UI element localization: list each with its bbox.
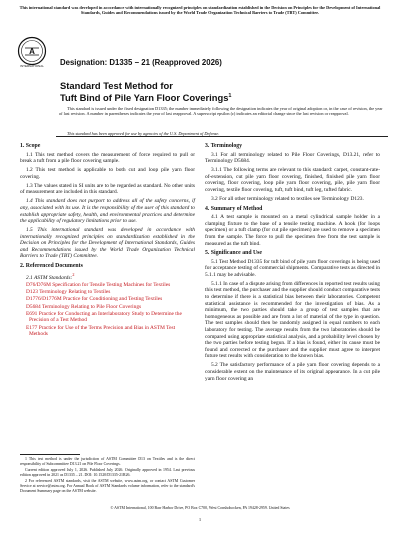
para-4-1: 4.1 A test sample is mounted on a metal cylindrical sample holder in a clamping fixture to the base of a tensile testing machine. A hook (for loops specimen) or a tuft clamp (for cut pile specimen) are used to remove a specimen from the sample. The force to pull the specimen free from the test sample is measured as the tuft bind.: [205, 214, 380, 247]
reference-item[interactable]: E691 Practice for Conducting an Interlaboratory Study to Determine the Precision of a Test Method: [26, 310, 182, 324]
footnote-1-edition: Current edition approved July 1, 2026. Published July 2026. Originally approved in 1954. Last previous edition approved in 2021 as D1335 – 21. DOI: 10.1520/D1335-21R26.: [20, 468, 195, 477]
reference-item[interactable]: D5684 Terminology Relating to Pile Floor Coverings: [26, 303, 142, 310]
para-5-2: 5.2 The satisfactory performance of a pile yarn floor covering depends to a considerable extent on the maintenance of its original appearance. In a cut pile yarn floor covering an: [205, 362, 380, 382]
section-1-heading: 1. Scope: [20, 143, 41, 149]
approval-note: This standard has been approved for use by agencies of the U.S. Department of Defense.: [67, 131, 220, 136]
header-notice: This international standard was developed in accordance with internationally recognized principles on standardization established in the Decision on Principles for the Development of International Standards, Guides and Recommendations issued by the World Trade Organization Technical Barriers to Trade (TBT) Committee.: [19, 5, 381, 16]
section-5-heading: 5. Significance and Use: [205, 250, 263, 257]
para-1-1: 1.1 This test method covers the measurement of force required to pull or break a tuft from a pile floor covering sample.: [20, 151, 195, 165]
right-column: [205, 140, 380, 385]
para-3-1: 3.1 For all terminology related to Pile Floor Coverings, D13.21, refer to Terminology D5684.: [205, 151, 380, 165]
svg-text:INTERNATIONAL: INTERNATIONAL: [20, 64, 44, 68]
svg-text:A: A: [29, 47, 35, 56]
para-1-5: 1.5 This international standard was developed in accordance with internationally recognized principles on standardization established in the Decision on Principles for the Development of International Standards, Guides and Recommendations issued by the World Trade Organization Technical Barriers to Trade (TBT) Committee.: [20, 227, 195, 260]
document-title: [60, 80, 380, 103]
title-line-1: Standard Test Method for: [60, 80, 173, 91]
copyright-footer: © ASTM International, 100 Barr Harbor Drive, PO Box C700, West Conshohocken, PA 19428-2959. United States: [110, 506, 290, 510]
reference-item[interactable]: E177 Practice for Use of the Terms Precision and Bias in ASTM Test Methods: [26, 324, 176, 338]
reference-list: [20, 282, 195, 338]
standard-note: This standard is issued under the fixed designation D1335; the number immediately following the designation indicates the year of original adoption or, in the case of revision, the year of last revision. A number in parentheses indicates the year of last reapproval. A superscript epsilon (ε) indicates an editorial change since the last revision or reapproval.: [59, 106, 383, 117]
reference-item[interactable]: D1776/D1776M Practice for Conditioning and Testing Textiles: [26, 296, 163, 303]
footnote-1: 1 This test method is under the jurisdiction of ASTM Committee D13 on Textiles and is the direct responsibility of Subcommittee D13.21 on Pile Floor Coverings.: [20, 457, 195, 466]
para-3-2: 3.2 For all other terminology related to textiles see Terminology D123.: [211, 195, 364, 202]
para-2-1: 2.1 ASTM Standards:$^2$: [26, 271, 75, 281]
para-1-2: 1.2 This test method is applicable to both cut and loop pile yarn floor covering.: [20, 167, 195, 180]
astm-international-logo: [17, 36, 47, 68]
footnotes: [20, 457, 195, 495]
title-line-2: Tuft Bind of Pile Yarn Floor Coverings$^1$: [60, 92, 232, 104]
reference-item[interactable]: D76/D76M Specification for Tensile Testing Machines for Textiles: [26, 282, 171, 289]
reference-item[interactable]: D123 Terminology Relating to Textiles: [26, 289, 111, 296]
footnote-2: 2 For referenced ASTM standards, visit the ASTM website, www.astm.org, or contact ASTM Customer Service at service@astm.org. For Annual Book of ASTM Standards volume information, refer to the standard's Document Summary page on the ASTM website.: [20, 479, 195, 493]
para-3-1-1: 3.1.1 The following terms are relevant to this standard: carpet, constant-rate-of-extension, cut pile yarn floor covering, finished, finished pile yarn floor covering, floor covering, loop pile yarn floor covering, pile, pile yarn floor covering, textile floor covering, tuft, tuft bind, tuft leg, tufted fabric.: [205, 167, 380, 193]
divider: [56, 136, 388, 137]
left-column: [20, 140, 195, 338]
para-1-3: 1.3 The values stated in SI units are to be regarded as standard. No other units of measurement are included in this standard.: [20, 182, 195, 196]
section-3-heading: 3. Terminology: [205, 143, 243, 149]
para-5-1-1: 5.1.1 In case of a dispute arising from differences in reported test results using this test method, the purchaser and the supplier should conduct comparative tests to determine if there is a statistical bias between their laboratories. Competent statistical assistance is recommended for the investigation of bias. As a minimum, the two parties should take a group of test samples that are homogeneous as possible and are from a lot of material of the type in question. The test samples should then be randomly assigned in equal numbers to each laboratory for testing. The average results from the two laboratories should be compared using appropriate statistical analysis, and a probability level chosen by the two parties before testing begun. If a bias is found, either its cause must be found and corrected or the purchaser and the supplier must agree to interpret future test results with consideration to the known bias.: [205, 280, 380, 360]
para-5-1: 5.1 Test Method D1335 for tuft bind of pile yarn floor coverings is being used for acceptance testing of commercial shipments. Comparative tests as directed in 5.1.1 may be advisable.: [205, 258, 380, 278]
designation: Designation: D1335 − 21 (Reapproved 2026): [60, 58, 222, 67]
section-4-heading: 4. Summary of Method: [205, 205, 263, 212]
para-1-4: 1.4 This standard does not purport to address all of the safety concerns, if any, associated with its use. It is the responsibility of the user of this standard to establish appropriate safety, health, and environmental practices and determine the applicability of regulatory limitations prior to use.: [20, 198, 195, 225]
section-2-heading: 2. Referenced Documents: [20, 263, 83, 270]
footnote-divider: [20, 454, 80, 455]
page-number: 1: [198, 517, 202, 522]
